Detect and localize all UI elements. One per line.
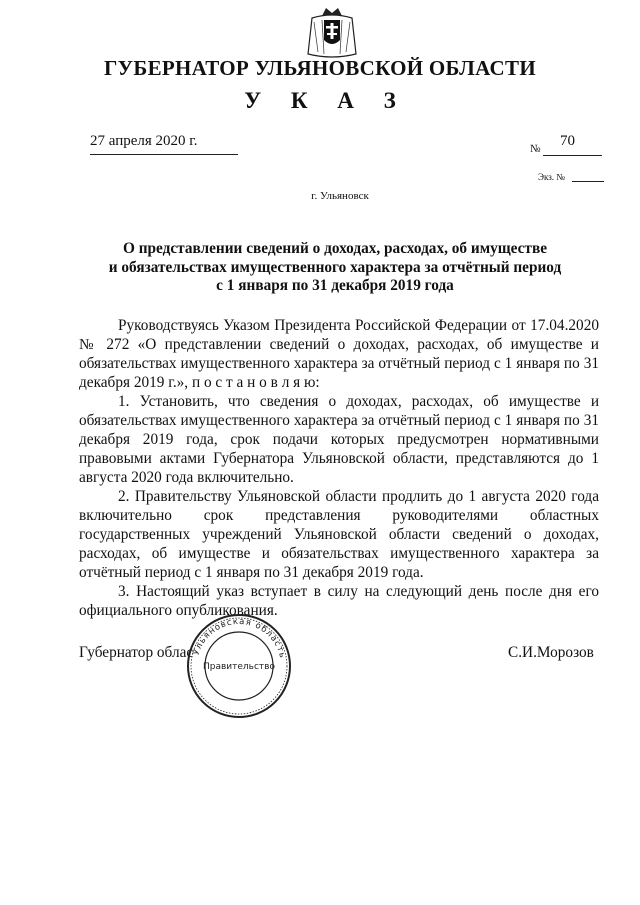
signatory-position: Губернатор облас bbox=[79, 644, 194, 661]
body-paragraph: 3. Настоящий указ вступает в силу на следующий день после дня его официального опубликования. bbox=[79, 583, 599, 619]
seal-center-text: Правительство bbox=[203, 662, 275, 672]
copy-number-block bbox=[538, 172, 604, 182]
org-title: ГУБЕРНАТОР УЛЬЯНОВСКОЙ ОБЛАСТИ bbox=[104, 56, 536, 80]
document-date: 27 апреля 2020 г. bbox=[90, 133, 238, 155]
city: г. Ульяновск bbox=[311, 190, 369, 202]
document-heading bbox=[80, 240, 590, 296]
official-seal bbox=[184, 612, 294, 720]
document-body bbox=[79, 316, 599, 620]
document-number-block bbox=[530, 133, 602, 157]
body-paragraph: 1. Установить, что сведения о доходах, расходах, об имуществе и обязательствах имущественного характера за отчётный период с 1 января по 31 декабря 2019 года, срок подачи которых предусмотрен нормативными правовыми актами Губернатора Ульяновской области, представляются до 1 августа 2020 года включительно. bbox=[79, 393, 599, 486]
svg-text:Ульяновская область bbox=[192, 617, 288, 660]
heading-line: с 1 января по 31 декабря 2019 года bbox=[216, 277, 454, 294]
body-paragraph: 2. Правительству Ульяновской области продлить до 1 августа 2020 года включительно срок представления руководителями областных государственных учреждений Ульяновской области сведений о доходах, расходах, об имуществе и обязательствах имущественного характера за отчётный период с 1 января по 31 декабря 2019 года. bbox=[79, 488, 599, 581]
signatory-name: С.И.Морозов bbox=[508, 644, 594, 661]
seal-ring-text: Ульяновская область bbox=[191, 616, 288, 660]
heading-line: и обязательствах имущественного характера за отчётный период bbox=[108, 258, 562, 276]
heading-line: О представлении сведений о доходах, расходах, об имуществе bbox=[122, 240, 548, 257]
document-type: У К А З bbox=[244, 88, 408, 113]
number-mark: № bbox=[530, 143, 541, 155]
document-number: 70 bbox=[560, 133, 575, 149]
seal-icon bbox=[184, 612, 294, 720]
copy-label: Экз. № bbox=[538, 172, 565, 182]
coat-of-arms-icon bbox=[302, 6, 362, 60]
body-paragraph: Руководствуясь Указом Президента Российской Федерации от 17.04.2020 № 272 «О представлении сведений о доходах, расходах, об имуществе и обязательствах имущественного характера за отчётный период с 1 января по 31 декабря 2019 г.», п о с т а н о в л я ю: bbox=[79, 317, 599, 391]
number-underline bbox=[543, 155, 602, 156]
copy-underline bbox=[572, 181, 604, 182]
